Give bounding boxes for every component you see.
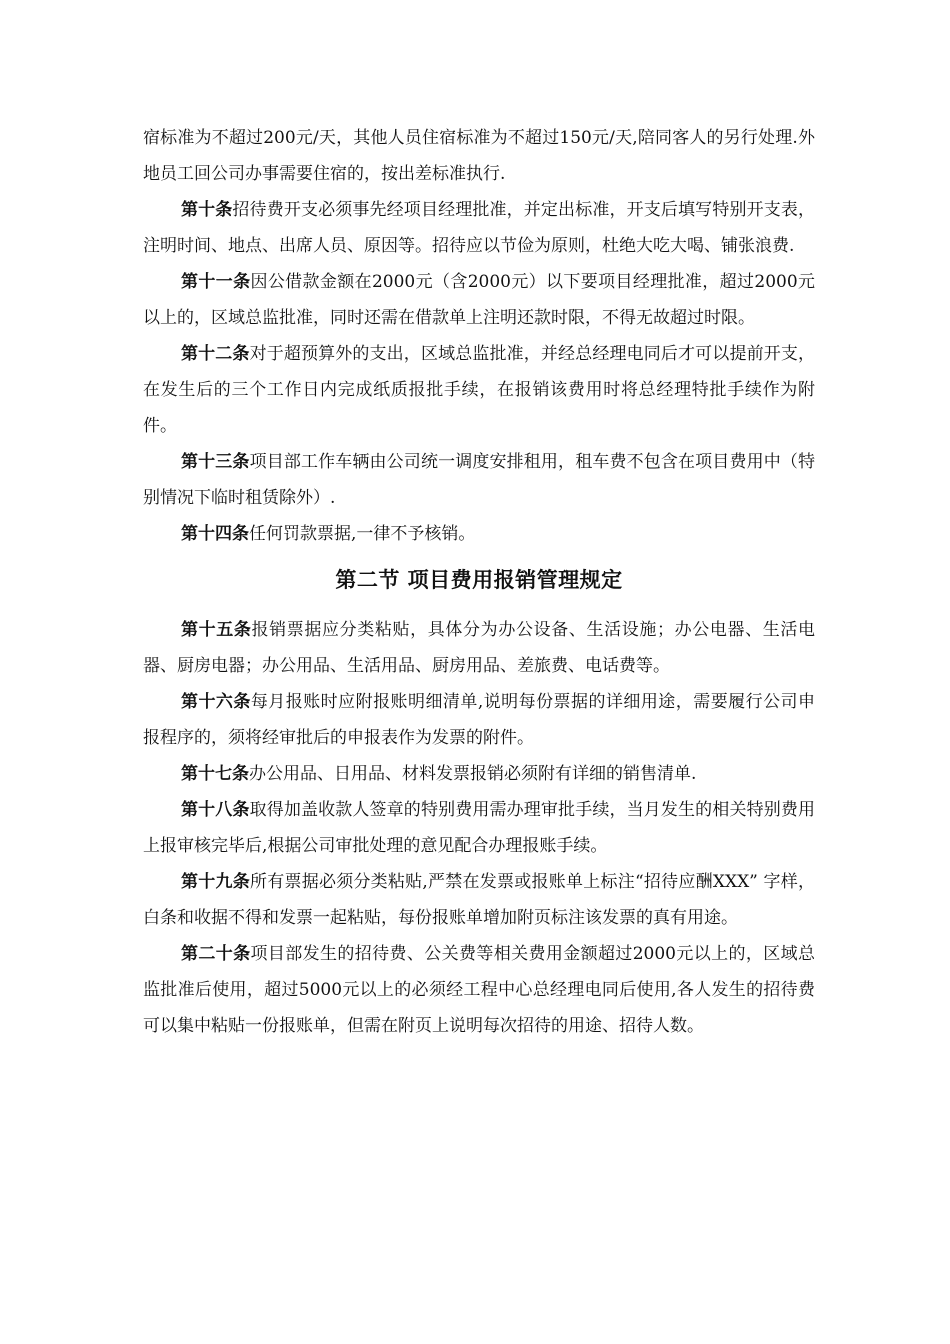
section-title: 第二节 项目费用报销管理规定 [335,567,623,592]
article-label: 第十条 [181,200,233,220]
article-10 [143,192,815,264]
article-text: 招待费开支必须事先经项目经理批准，并定出标准，开支后填写特别开支表，注明时间、地点、出席人员、原因等。招待应以节俭为原则，杜绝大吃大喝、铺张浪费. [143,200,816,256]
article-label: 第十一条 [181,272,251,292]
article-label: 第十三条 [181,452,250,472]
article-label: 第十六条 [181,692,251,712]
article-text: 任何罚款票据,一律不予核销。 [249,524,476,544]
article-18 [143,792,815,864]
article-15 [143,612,815,684]
article-text: 取得加盖收款人签章的特别费用需办理审批手续，当月发生的相关特别费用上报审核完毕后,根据公司审批处理的意见配合办理报账手续。 [143,800,816,856]
article-label: 第十七条 [181,764,249,784]
article-text: 因公借款金额在2000元（含2000元）以下要项目经理批准，超过2000元以上的，区域总监批准，同时还需在借款单上注明还款时限，不得无故超过时限。 [143,272,816,328]
article-text: 报销票据应分类粘贴，具体分为办公设备、生活设施；办公电器、生活电器、厨房电器；办公用品、生活用品、厨房用品、差旅费、电话费等。 [143,620,815,676]
article-14 [143,516,815,552]
continuation-paragraph: 宿标准为不超过200元/天，其他人员住宿标准为不超过150元/天,陪同客人的另行处理.外地员工回公司办事需要住宿的，按出差标准执行. [143,128,815,184]
article-11 [143,264,815,336]
article-text: 项目部发生的招待费、公关费等相关费用金额超过2000元以上的，区域总监批准后使用，超过5000元以上的必须经工程中心总经理电同后使用,各人发生的招待费可以集中粘贴一份报账单，但需在附页上说明每次招待的用途、招待人数。 [143,944,815,1036]
article-text: 每月报账时应附报账明细清单,说明每份票据的详细用途，需要履行公司申报程序的，须将经审批后的申报表作为发票的附件。 [143,692,815,748]
article-text: 项目部工作车辆由公司统一调度安排租用，租车费不包含在项目费用中（特别情况下临时租赁除外）. [143,452,816,508]
article-label: 第十八条 [181,800,250,820]
article-label: 第十九条 [181,872,250,892]
article-text: 所有票据必须分类粘贴,严禁在发票或报账单上标注“招待应酬XXX” 字样，白条和收据不得和发票一起粘贴，每份报账单增加附页标注该发票的真有用途。 [143,872,816,928]
article-16 [143,684,815,756]
article-text: 对于超预算外的支出，区域总监批准，并经总经理电同后才可以提前开支，在发生后的三个工作日内完成纸质报批手续，在报销该费用时将总经理特批手续作为附件。 [143,344,816,436]
article-text: 办公用品、日用品、材料发票报销必须附有详细的销售清单. [249,764,697,784]
article-20 [143,936,815,1044]
article-label: 第十二条 [181,344,250,364]
article-13 [143,444,815,516]
article-label: 第十四条 [181,524,249,544]
article-label: 第二十条 [181,944,251,964]
article-12 [143,336,815,444]
document-body [143,120,815,1044]
article-19 [143,864,815,936]
article-17 [143,756,815,792]
article-label: 第十五条 [181,620,252,640]
